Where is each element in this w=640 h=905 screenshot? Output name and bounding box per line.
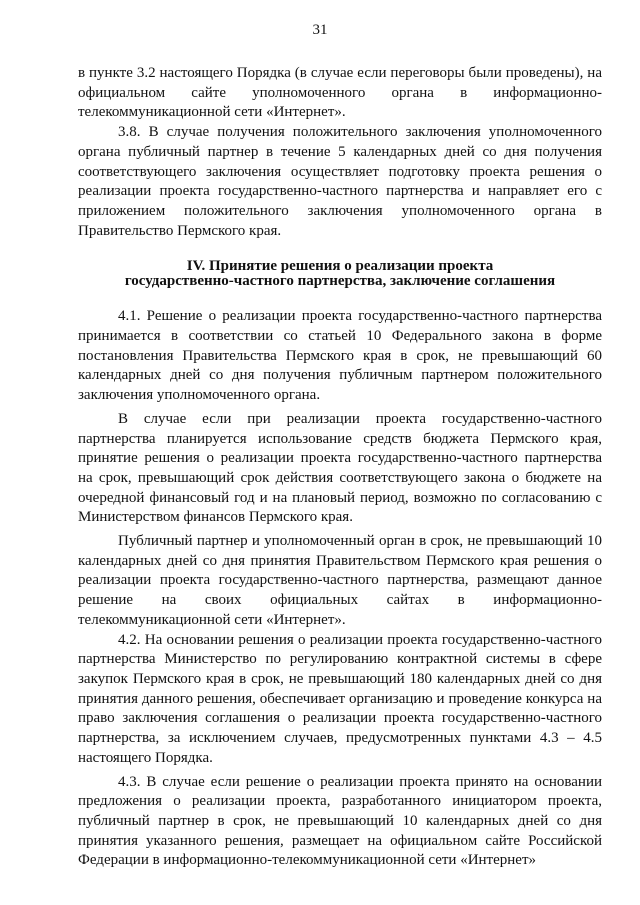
section-heading-line-1: IV. Принятие решения о реализации проекта — [186, 258, 494, 275]
page-number: 31 — [312, 22, 328, 38]
section-heading-line-2: государственно-частного партнерства, заключение соглашения — [124, 273, 556, 290]
paragraph-4-1-publication: Публичный партнер и уполномоченный орган в срок, не превышающий 10 календарных дней со дня принятия Правительством Пермского края решения о реализации проекта государственно-частного партнерства, размещают данное решение на своих официальных сайтах в информационно-телекоммуникационной сети «Интернет». — [78, 533, 602, 628]
paragraph-4-1-budget: В случае если при реализации проекта государственно-частного партнерства планируется использование средств бюджета Пермского края, принятие решения о реализации проекта государственно-частного партнерства на срок, превышающий срок действия соответствующего закона о бюджете на очередной финансовый год и на плановый период, возможно по согласованию с Министерством финансов Пермского края. — [78, 410, 602, 526]
paragraph-4-1: 4.1. Решение о реализации проекта государственно-частного партнерства принимается в соответствии со статьей 10 Федерального закона в форме постановления Правительства Пермского края в срок, не превышающий 60 календарных дней со дня получения публичным партнером положительного заключения уполномоченного органа. — [78, 308, 602, 404]
section-heading — [78, 259, 602, 289]
document-body — [78, 64, 602, 871]
paragraph-4-3: 4.3. В случае если решение о реализации проекта принято на основании предложения о реализации проекта, разработанного инициатором проекта, публичный партнер в срок, не превышающий 10 календарных дней со дня принятия указанного решения, размещает на официальном сайте Российской Федерации в информационно-телекоммуникационной сети «Интернет» — [78, 773, 602, 869]
paragraph-continuation: в пункте 3.2 настоящего Порядка (в случае если переговоры были проведены), на официальном сайте уполномоченного органа в информационно-телекоммуникационной сети «Интернет». — [78, 65, 602, 121]
paragraph-3-8: 3.8. В случае получения положительного заключения уполномоченного органа публичный партнер в течение 5 календарных дней со дня получения соответствующего заключения осуществляет подготовку проекта решения о реализации проекта государственно-частного партнерства и направляет его с приложением положительного заключения уполномоченного органа в Правительство Пермского края. — [78, 124, 602, 239]
paragraph-4-2: 4.2. На основании решения о реализации проекта государственно-частного партнерства Министерство по регулированию контрактной системы в сфере закупок Пермского края в срок, не превышающий 180 календарных дней со дня принятия данного решения, обеспечивает организацию и проведение конкурса на право заключения соглашения о реализации проекта государственно-частного партнерства, за исключением случаев, предусмотренных пунктами 4.3 – 4.5 настоящего Порядка. — [78, 631, 602, 766]
